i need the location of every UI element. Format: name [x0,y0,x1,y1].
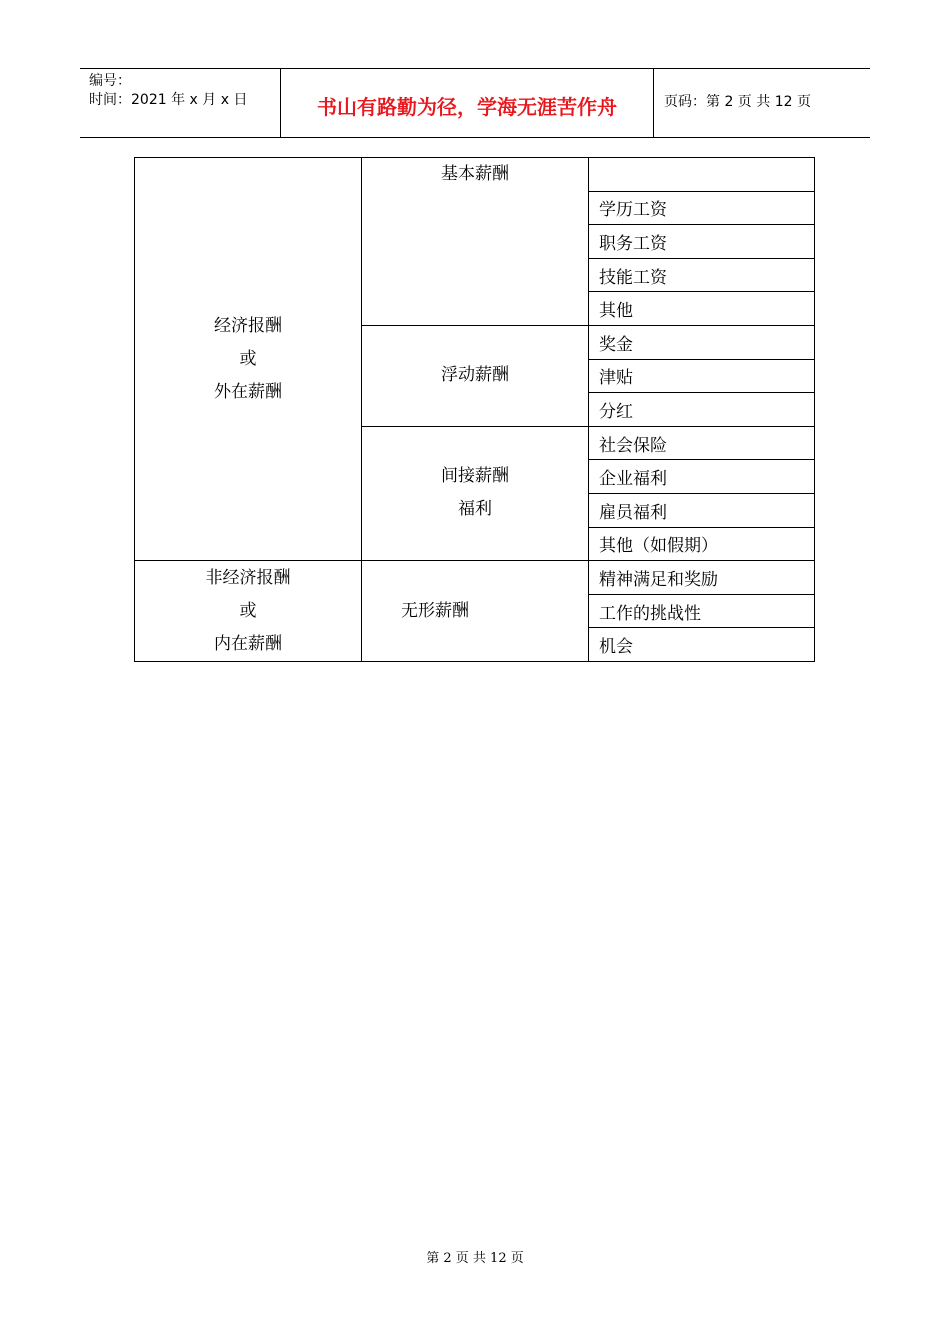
economic-reward-label: 经济报酬 [214,315,282,336]
intangible-pay-item: 机会 [589,628,815,662]
header-page-cell [654,69,870,137]
floating-pay-item: 分红 [589,393,815,427]
intangible-pay-item: 工作的挑战性 [589,594,815,628]
table-row [135,561,815,595]
intangible-pay-cell [362,561,589,662]
internal-pay-label: 内在薪酬 [214,633,282,654]
basic-pay-item: 技能工资 [589,258,815,292]
non-economic-reward-cell [135,561,362,662]
economic-reward-cell [135,158,362,561]
document-number-label: 编号： [89,73,131,89]
non-economic-reward-label: 非经济报酬 [205,567,291,588]
indirect-pay-cell [362,426,589,560]
intangible-pay-label: 无形薪酬 [401,600,469,621]
external-pay-label: 外在薪酬 [214,381,282,402]
header-meta-cell [80,69,281,137]
indirect-pay-item: 社会保险 [589,426,815,460]
indirect-pay-label: 间接薪酬 [441,466,509,487]
header-motto: 书山有路勤为径，学海无涯苦作舟 [317,95,617,119]
floating-pay-cell [362,325,589,426]
basic-pay-item: 其他 [589,292,815,326]
indirect-pay-item: 企业福利 [589,460,815,494]
basic-pay-cell [362,158,589,326]
page-header [80,68,870,138]
intangible-pay-item: 精神满足和奖励 [589,561,815,595]
header-motto-cell [281,69,654,137]
basic-pay-label: 基本薪酬 [441,164,509,184]
basic-pay-item: 学历工资 [589,191,815,225]
floating-pay-item: 津贴 [589,359,815,393]
non-economic-reward-or: 或 [239,600,257,621]
compensation-table [134,157,815,662]
floating-pay-label: 浮动薪酬 [441,365,509,386]
document-date: 时间：2021 年 x 月 x 日 [89,92,248,108]
basic-pay-item [589,158,815,192]
basic-pay-item: 职务工资 [589,225,815,259]
floating-pay-item: 奖金 [589,325,815,359]
indirect-pay-item: 其他（如假期） [589,527,815,561]
economic-reward-or: 或 [239,348,257,369]
header-page-info: 页码：第 2 页 共 12 页 [664,94,811,110]
page-footer: 第 2 页 共 12 页 [426,1251,524,1266]
indirect-pay-item: 雇员福利 [589,493,815,527]
table-row [135,158,815,192]
welfare-label: 福利 [458,499,492,520]
